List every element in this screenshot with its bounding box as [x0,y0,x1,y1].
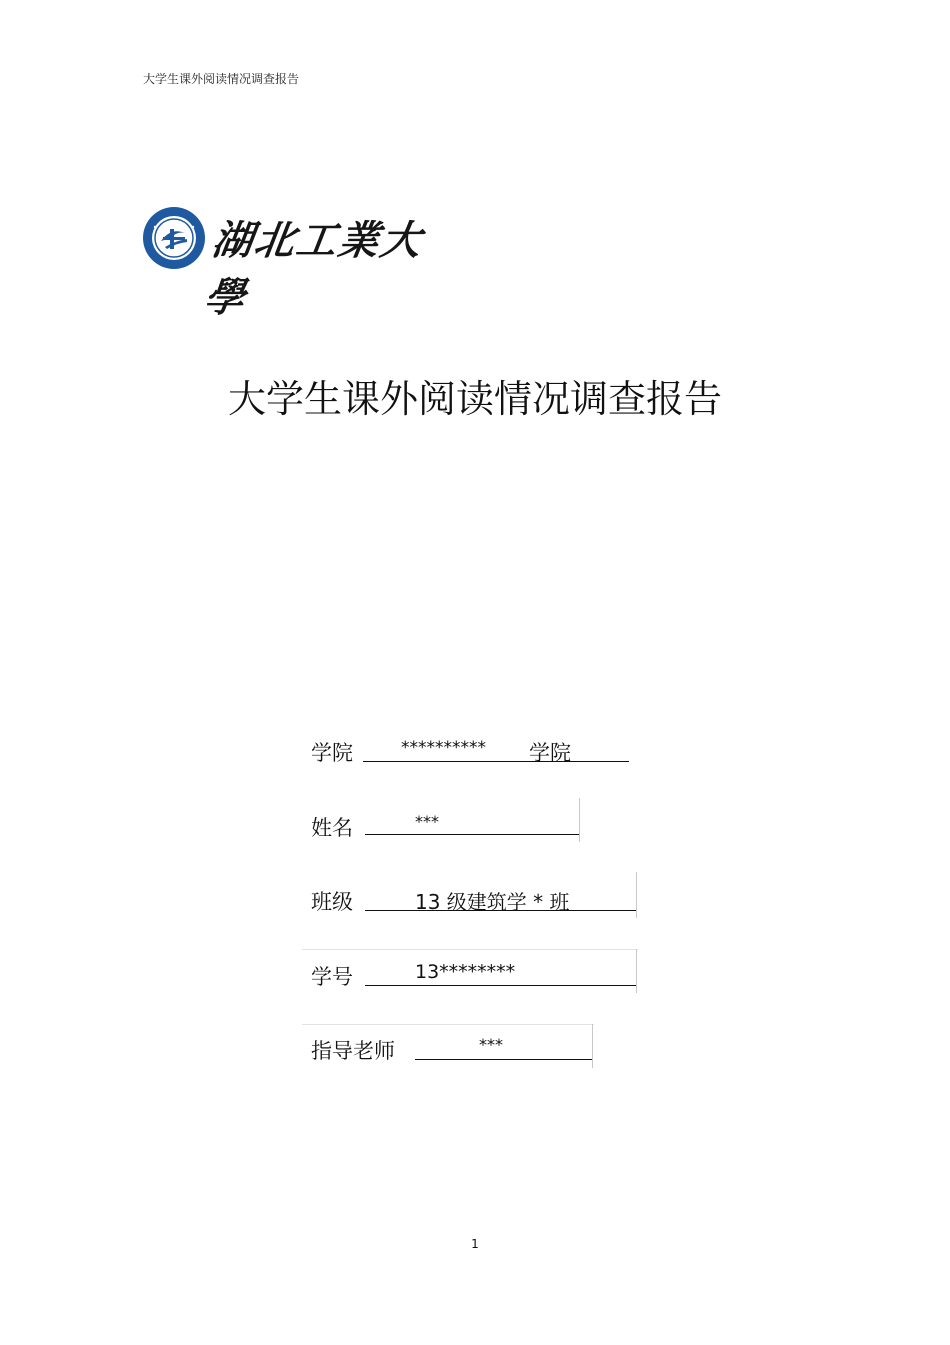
advisor-vertical-rule [592,1024,593,1068]
student-id-top-rule [302,949,638,950]
report-title: 大学生课外阅读情况调查报告 [227,377,722,421]
student-id-vertical-rule [636,949,637,993]
advisor-value: *** [479,1035,503,1054]
class-field [311,886,641,920]
advisor-field [311,1035,601,1069]
running-header: 大学生课外阅读情况调查报告 [143,72,300,86]
name-value: *** [415,812,439,831]
university-logo [141,205,431,321]
advisor-label: 指导老师 [311,1039,395,1063]
college-field [311,737,641,767]
class-vertical-rule [636,872,637,918]
advisor-top-rule [302,1024,594,1025]
page-number: 1 [471,1237,479,1251]
class-value: 13 级建筑学 * 班 [415,890,570,914]
name-vertical-rule [579,798,580,842]
student-id-field [311,961,641,995]
name-label: 姓名 [311,816,353,840]
name-field [311,812,591,846]
advisor-underline [415,1037,593,1060]
college-label: 学院 [311,741,353,765]
class-label: 班级 [311,890,353,914]
college-suffix: 学院 [529,741,571,765]
college-value: ********** [401,738,486,758]
student-id-label: 学号 [311,965,353,989]
university-name-calligraphy: 湖北工業大學 [201,217,426,321]
name-underline [365,812,579,835]
university-emblem-icon [141,205,207,271]
student-id-value: 13******** [415,961,516,983]
